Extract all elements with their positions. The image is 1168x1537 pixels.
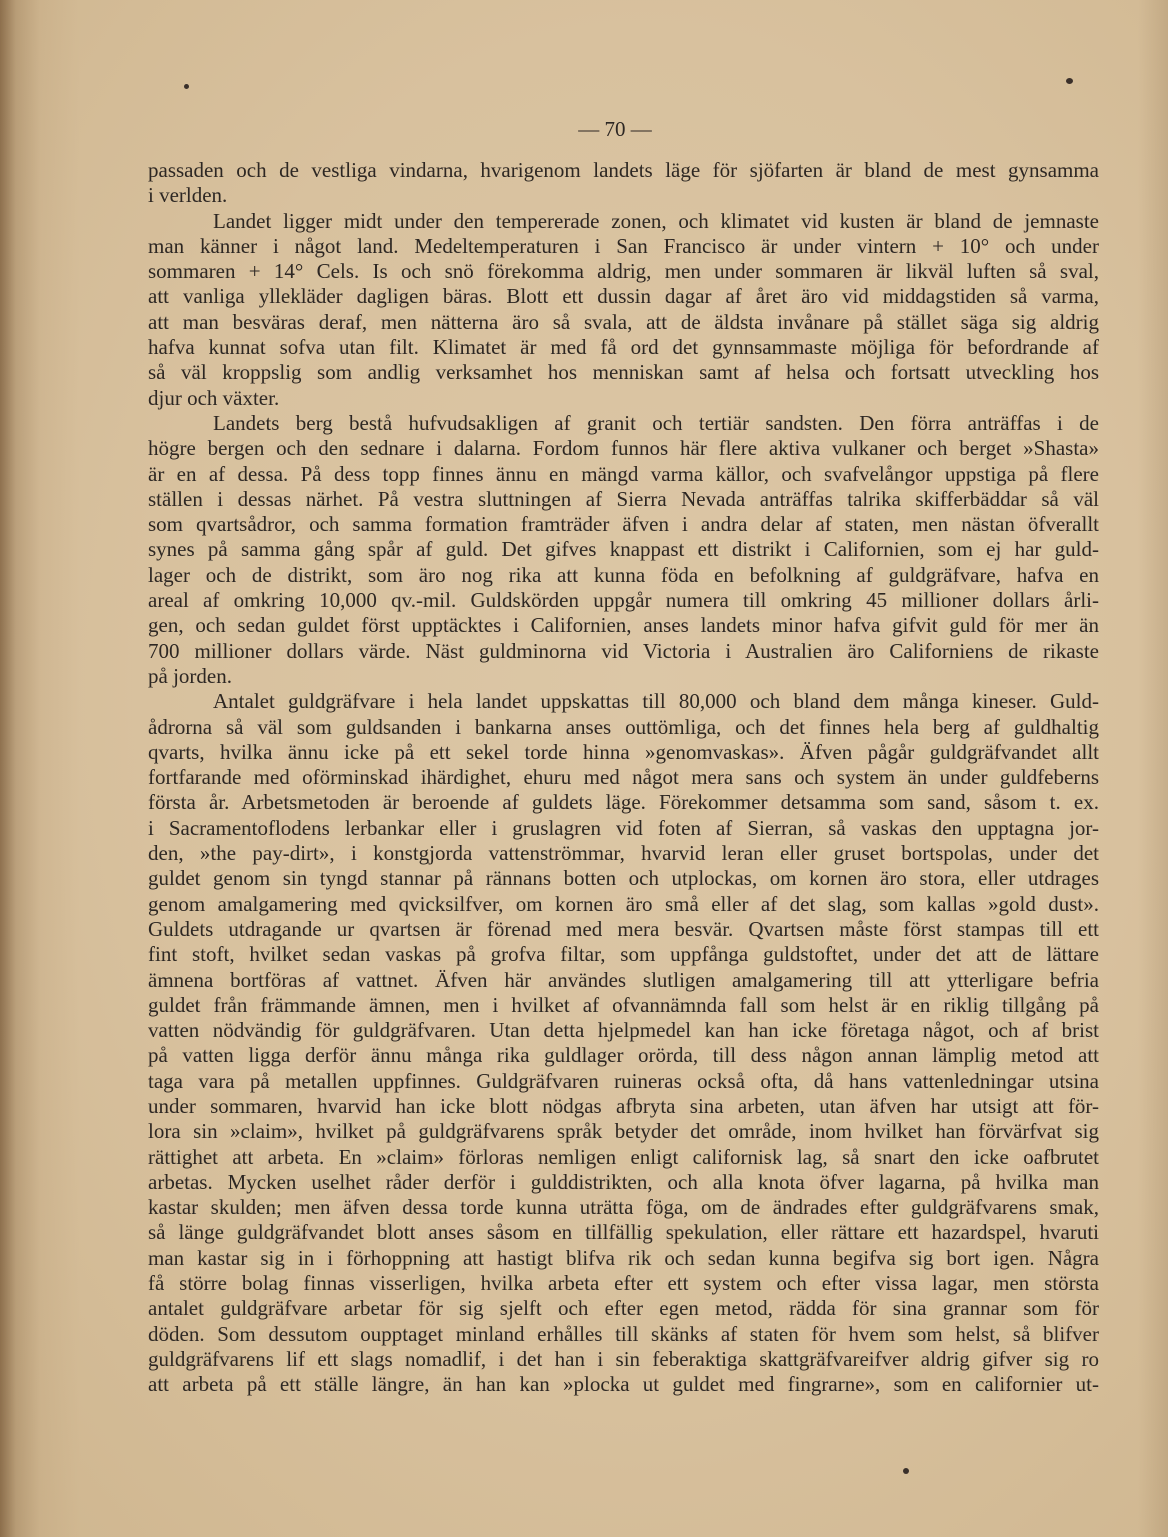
page-number: — 70 —: [578, 117, 652, 141]
text-line: vatten nödvändig för guldgräfvaren. Utan detta hjelpmedel kan han icke företaga något, och af brist: [148, 1018, 1099, 1043]
text-line: synes på samma gång spår af guld. Det gifves knappast ett distrikt i Californien, som ej har guld-: [148, 537, 1099, 562]
paragraph: [148, 411, 1099, 689]
text-line: på jorden.: [148, 663, 232, 688]
text-line: så länge guldgräfvandet blott anses såsom en tillfällig spekulation, eller rättare ett hazardspel, hvaruti: [148, 1220, 1099, 1245]
text-line: fortfarande med oförminskad ihärdighet, ehuru med något mera sans och system än under guldfeberns: [148, 765, 1099, 790]
text-line: ställen i dessas närhet. På vestra sluttningen af Sierra Nevada anträffas talrika skifferbäddar så väl: [148, 486, 1099, 511]
text-line: man kastar sig in i förhoppning att hastigt blifva rik och sedan kunna begifva sig bort igen. Några: [148, 1245, 1099, 1270]
text-line: i verlden.: [148, 183, 228, 208]
body-text: [148, 158, 1099, 1398]
text-line: är en af dessa. På dess topp finnes ännu en mängd varma källor, och svafvelångor uppstiga på flere: [148, 461, 1099, 486]
text-line: guldet genom sin tyngd stannar på rännans botten och utplockas, om kornen äro stora, eller utdrages: [148, 866, 1099, 891]
ink-speck: [1066, 78, 1073, 84]
text-line: qvarts, hvilka ännu icke på ett sekel torde hinna »genomvaskas». Äfven pågår guldgräfvandet allt: [148, 739, 1099, 764]
text-line: guldgräfvarens lif ett slags nomadlif, i det han i sin feberaktiga skattgräfvareifver aldrig gifver sig ro: [148, 1346, 1099, 1371]
text-line: passaden och de vestliga vindarna, hvarigenom landets läge för sjöfarten är bland de mest gynsamma: [148, 158, 1099, 182]
text-line: Guldets utdragande ur qvartsen är förenad med mera besvär. Qvartsen måste först stampas till ett: [148, 916, 1099, 941]
text-line: ämnena bortföras af vattnet. Äfven här användes slutligen amalgamering till att ytterligare befria: [148, 967, 1099, 992]
text-line: så väl kroppslig som andlig verksamhet hos menniskan samt af helsa och fortsatt utveckling hos: [148, 360, 1099, 385]
text-line: 700 millioner dollars värde. Näst guldminorna vid Victoria i Australien äro Californiens de rikaste: [148, 638, 1099, 663]
text-line: gen, och sedan guldet först upptäcktes i Californien, anses landets minor hafva gifvit guld för mer än: [148, 613, 1099, 638]
text-line: man känner i något land. Medeltemperaturen i San Francisco är under vintern + 10° och under: [148, 233, 1099, 258]
text-line: antalet guldgräfvare arbetar för sig sjelft och efter egen metod, rädda för sina grannar som för: [148, 1296, 1099, 1321]
paragraph: [148, 209, 1099, 411]
paragraph: [148, 689, 1099, 1397]
text-line: Landet ligger midt under den tempererade zonen, och klimatet vid kusten är bland de jemnaste: [213, 208, 1099, 233]
text-line: rättighet att arbeta. En »claim» förloras nemligen enligt californisk lag, så snart den icke oafbrutet: [148, 1144, 1099, 1169]
ink-speck: [903, 1468, 909, 1474]
text-line: döden. Som dessutom oupptaget minland erhålles till skänks af staten för hvem som helst, så blifver: [148, 1321, 1099, 1346]
text-line: lora sin »claim», hvilket på guldgräfvarens språk betyder det område, inom hvilket han förvärfvat sig: [148, 1119, 1099, 1144]
text-line: guldet från främmande ämnen, men i hvilket af ofvannämnda fall som helst är en riklig tillgång på: [148, 992, 1099, 1017]
text-line: Antalet guldgräfvare i hela landet uppskattas till 80,000 och bland dem många kineser. Guld-: [213, 689, 1099, 714]
text-line: ådrorna så väl som guldsanden i bankarna anses outtömliga, och det finnes hela berg af guldhaltig: [148, 714, 1099, 739]
text-line: på vatten ligga derför ännu många rika guldlager orörda, till dess någon annan lämplig metod att: [148, 1043, 1099, 1068]
text-line: att arbeta på ett ställe längre, än han kan »plocka ut guldet med fingrarne», som en californier ut-: [148, 1372, 1099, 1397]
text-line: sommaren + 14° Cels. Is och snö förekomma aldrig, men under sommaren är likväl luften så sval,: [148, 259, 1099, 284]
text-line: Landets berg bestå hufvudsakligen af granit och tertiär sandsten. Den förra anträffas i de: [213, 410, 1099, 435]
text-line: som qvartsådror, och samma formation framträder äfven i andra delar af staten, men nästan öfverallt: [148, 512, 1099, 537]
text-line: fint stoft, hvilket sedan vaskas på grofva filtar, som uppfånga guldstoftet, under det att de lättare: [148, 942, 1099, 967]
text-line: få större bolag finnas visserligen, hvilka arbeta efter ett system och efter vissa lagar, men största: [148, 1271, 1099, 1296]
text-line: areal af omkring 10,000 qv.-mil. Guldskörden uppgår numera till omkring 45 millioner dollars årli-: [148, 588, 1099, 613]
text-line: genom amalgamering med qvicksilfver, om kornen äro små eller af det slag, som kallas »gold dust».: [148, 891, 1099, 916]
text-line: kastar skulden; men äfven dessa torde kunna uträtta föga, om de ändrades efter guldgräfvarens smak,: [148, 1195, 1099, 1220]
text-line: taga vara på metallen uppfinnes. Guldgräfvaren ruineras också ofta, då hans vattenledningar utsina: [148, 1068, 1099, 1093]
text-line: den, »the pay-dirt», i konstgjorda vattenströmmar, hvarvid leran eller gruset bortspolas, under det: [148, 841, 1099, 866]
text-line: hafva kunnat sofva utan filt. Klimatet är med få ord det gynnsammaste möjliga för befordrande af: [148, 335, 1099, 360]
text-line: arbetas. Mycken uselhet råder derför i gulddistrikten, och alla knota öfver lagarna, på hvilka man: [148, 1169, 1099, 1194]
paragraph: [148, 158, 1099, 209]
text-line: att man besväras deraf, men nätterna äro så svala, att de äldsta invånare på stället säga sig aldrig: [148, 309, 1099, 334]
text-line: under sommaren, hvarvid han icke blott nödgas afbryta sina arbeten, utan äfven har utsigt att för-: [148, 1093, 1099, 1118]
text-line: att vanliga yllekläder dagligen bäras. Blott ett dussin dagar af året äro vid middagstiden så varma,: [148, 284, 1099, 309]
text-line: högre bergen och den sednare i dalarna. Fordom funnos här flere aktiva vulkaner och berget »Shasta»: [148, 436, 1099, 461]
text-line: lager och de distrikt, som äro nog rika att kunna föda en befolkning af guldgräfvare, hafva en: [148, 562, 1099, 587]
ink-speck: [184, 84, 189, 89]
text-line: första år. Arbetsmetoden är beroende af guldets läge. Förekommer detsamma som sand, såsom t. ex.: [148, 790, 1099, 815]
text-line: djur och växter.: [148, 385, 280, 410]
text-line: i Sacramentoflodens lerbankar eller i gruslagren vid foten af Sierran, så vaskas den upptagna jor-: [148, 815, 1099, 840]
